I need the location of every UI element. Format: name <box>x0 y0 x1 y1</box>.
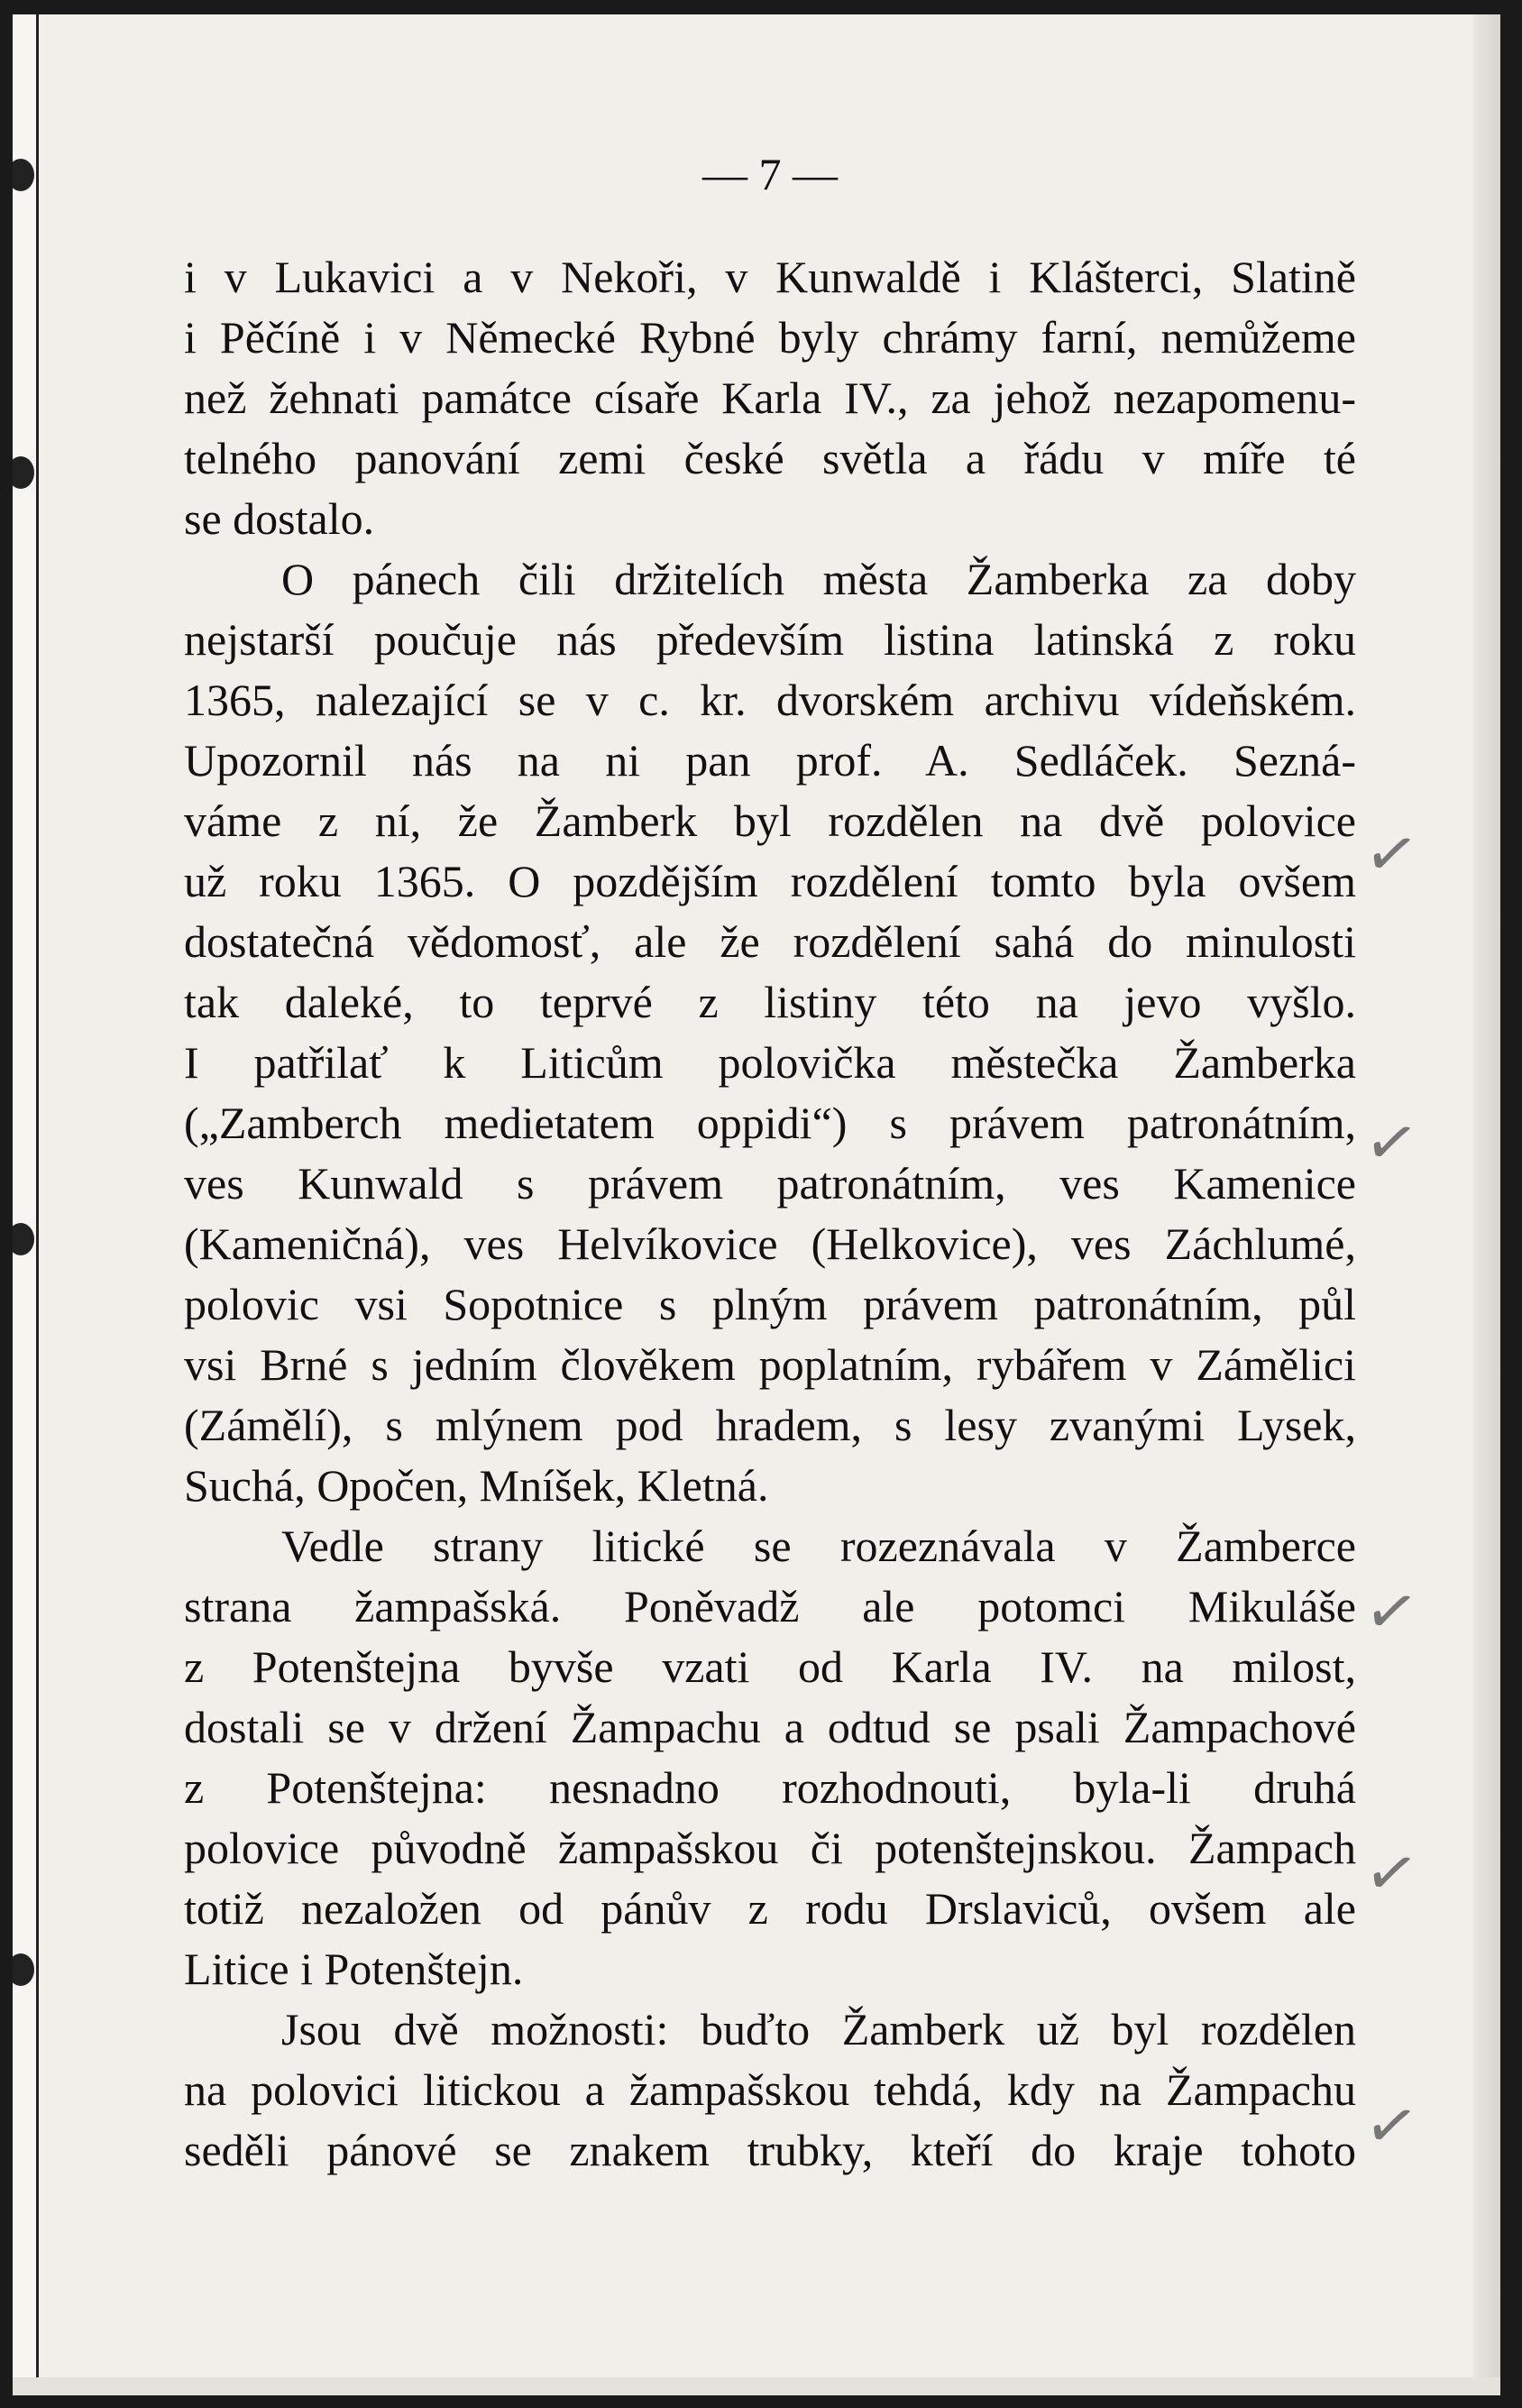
text-line: z Potenštejna byvše vzati od Karla IV. na milost, <box>184 1641 1356 1692</box>
text-line: než žehnati památce císaře Karla IV., za jehož nezapomenu- <box>184 372 1356 423</box>
book-page <box>13 14 1500 2395</box>
page-number: — 7 — <box>702 149 838 199</box>
text-line: polovice původně žampašskou či potenštejnskou. Žampach <box>184 1823 1356 1873</box>
text-line: se dostalo. <box>184 493 375 544</box>
text-line: tak daleké, to teprvé z listiny této na jevo vyšlo. <box>184 977 1356 1027</box>
text-line: dostali se v držení Žampachu a odtud se psali Žampachové <box>184 1702 1356 1752</box>
text-line: Jsou dvě možnosti: buďto Žamberk už byl rozdělen <box>281 2004 1356 2054</box>
body-text <box>184 247 1356 2181</box>
pencil-check-mark: ✓ <box>1359 2084 1425 2167</box>
text-line: dostatečná vědomosť, ale že rozdělení sahá do minulosti <box>184 916 1356 967</box>
text-line: Litice i Potenštejn. <box>184 1944 524 1994</box>
page-right-edge <box>1473 14 1500 2395</box>
text-line: už roku 1365. O pozdějším rozdělení tomto byla ovšem <box>184 856 1356 906</box>
text-line: i Pěčíně i v Německé Rybné byly chrámy farní, nemůžeme <box>184 312 1356 363</box>
pencil-check-mark: ✓ <box>1359 1101 1425 1184</box>
text-line: polovic vsi Sopotnice s plným právem patronátním, půl <box>184 1279 1356 1329</box>
text-line: (Zámělí), s mlýnem pod hradem, s lesy zvanými Lysek, <box>184 1400 1356 1450</box>
page-binding-edge <box>13 14 39 2395</box>
text-line: (Kameničná), ves Helvíkovice (Helkovice), ves Záchlumé, <box>184 1218 1356 1269</box>
text-line: ves Kunwald s právem patronátním, ves Kamenice <box>184 1158 1356 1209</box>
text-line: O pánech čili držitelích města Žamberka za doby <box>281 554 1356 604</box>
text-line: I patřilať k Liticům polovička městečka Žamberka <box>184 1037 1356 1088</box>
text-line: nejstarší poučuje nás především listina latinská z roku <box>184 614 1356 665</box>
pencil-check-mark: ✓ <box>1359 813 1425 896</box>
text-line: vsi Brné s jedním člověkem poplatním, rybářem v Zámělici <box>184 1339 1356 1390</box>
pencil-check-mark: ✓ <box>1359 1570 1425 1653</box>
text-line: i v Lukavici a v Nekoři, v Kunwaldě i Klášterci, Slatině <box>184 252 1356 302</box>
text-line: totiž nezaložen od pánův z rodu Drslaviců, ovšem ale <box>184 1883 1356 1934</box>
text-line: telného panování zemi české světla a řádu v míře té <box>184 433 1356 483</box>
text-line: strana žampašská. Poněvadž ale potomci Mikuláše <box>184 1581 1356 1631</box>
text-line: váme z ní, že Žamberk byl rozdělen na dvě polovice <box>184 795 1356 846</box>
text-line: seděli pánové se znakem trubky, kteří do kraje tohoto <box>184 2125 1356 2175</box>
text-line: z Potenštejna: nesnadno rozhodnouti, byla-li druhá <box>184 1762 1356 1813</box>
pencil-check-mark: ✓ <box>1359 1832 1425 1915</box>
text-line: („Zamberch medietatem oppidi“) s právem patronátním, <box>184 1098 1356 1148</box>
page-bottom-edge <box>13 2377 1500 2395</box>
text-line: Suchá, Opočen, Mníšek, Kletná. <box>184 1460 769 1511</box>
text-line: Vedle strany litické se rozeznávala v Žamberce <box>281 1521 1356 1571</box>
text-line: na polovici litickou a žampašskou tehdá, kdy na Žampachu <box>184 2064 1356 2115</box>
text-line: Upozornil nás na ni pan prof. A. Sedláček. Sezná- <box>184 735 1356 786</box>
text-line: 1365, nalezající se v c. kr. dvorském archivu vídeňském. <box>184 675 1356 725</box>
